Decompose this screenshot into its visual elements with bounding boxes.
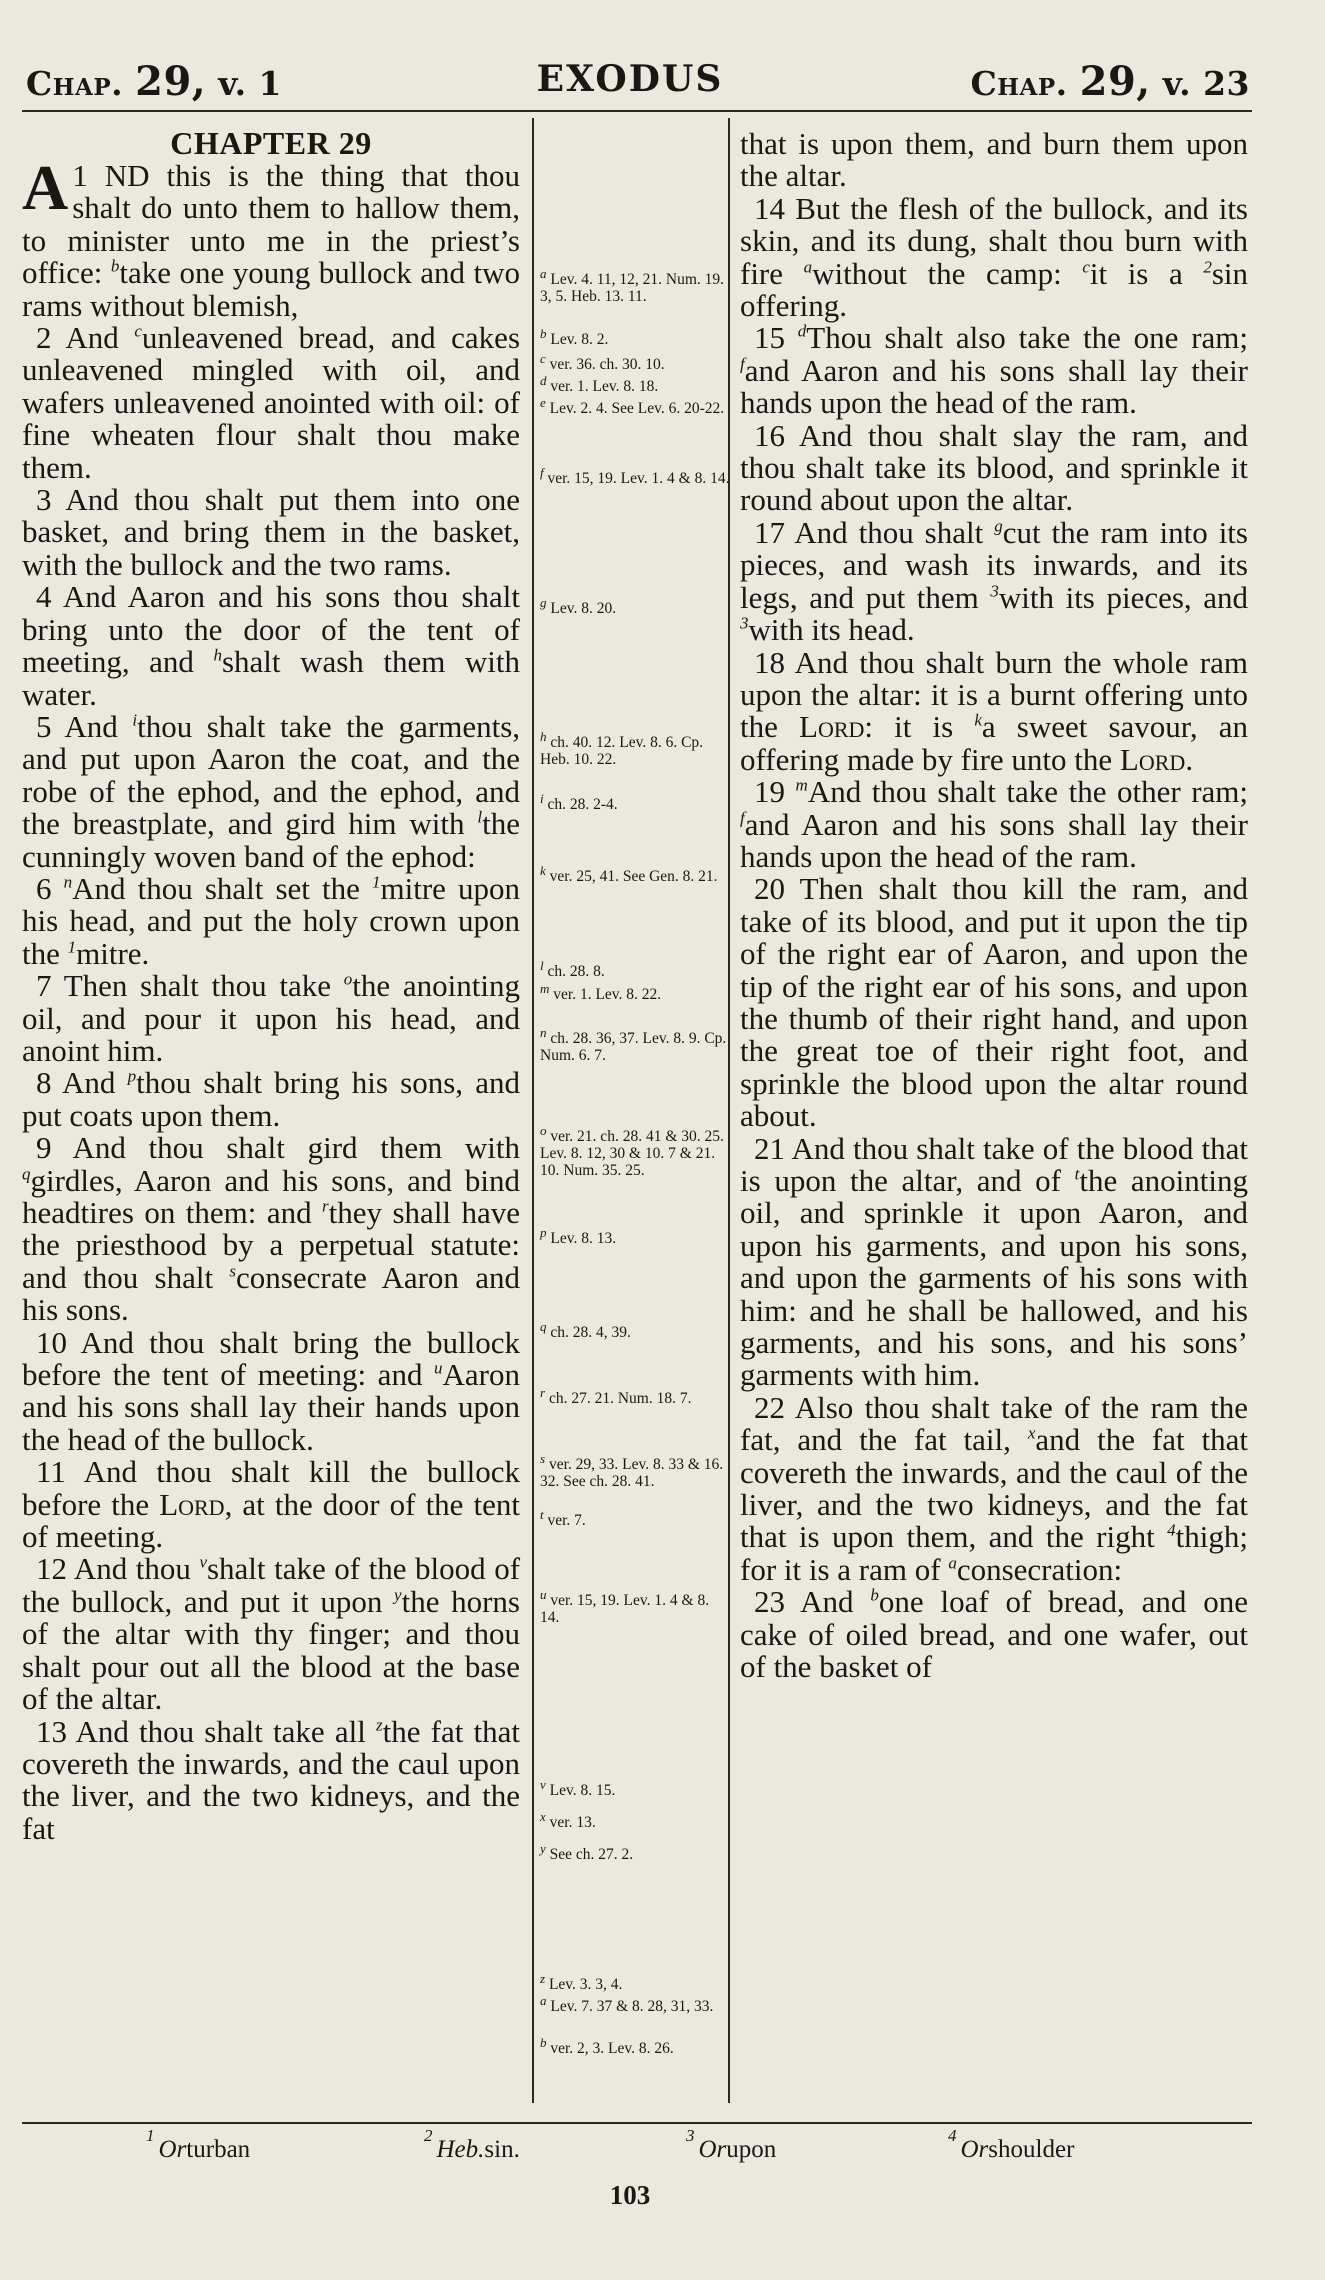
verse-8: 8 And $^p$thou shalt bring his sons, and put coats upon them. — [22, 1065, 520, 1133]
cross-ref: $^u$ ver. 15, 19. Lev. 1. 4 & 8. 14. — [540, 1586, 710, 1626]
page-number: 103 — [609, 2180, 651, 2210]
book-title: EXODUS — [536, 58, 724, 100]
cross-ref: $^q$ ch. 28. 4, 39. — [540, 1318, 631, 1341]
cross-ref: $^e$ Lev. 2. 4. See Lev. 6. 20-22. — [540, 394, 725, 417]
cross-ref: $^b$ Lev. 8. 2. — [540, 325, 609, 348]
verse-18: 18 And thou shalt burn the whole ram upon the altar: it is a burnt offering unto the Lord: it is $^k$a sweet savour, an offering made by fire unto the Lord. — [740, 644, 1249, 777]
column-divider-left — [532, 118, 534, 2103]
drop-cap: A — [22, 152, 69, 223]
verse-label: v. 1 — [218, 64, 283, 103]
verse-4: 4 And Aaron and his sons thou shalt bring unto the door of the tent of meeting, and $^h$shalt wash them with water. — [22, 579, 521, 712]
verse-14: 14 But the flesh of the bullock, and its skin, and its dung, shalt thou burn with fire $^a$without the camp: $^c$it is a $^2$sin offering. — [740, 190, 1249, 324]
verse-3: 3 And thou shalt put them into one basket, and bring them in the basket, with the bullock and the two rams. — [22, 482, 520, 582]
cross-ref: $^a$ Lev. 7. 37 & 8. 28, 31, 33. — [540, 1992, 714, 2015]
verse-21: 21 And thou shalt take of the blood that is upon the altar, and of $^t$the anointing oil, and sprinkle it upon Aaron, and upon his garments, and upon his sons, and upon the garments of his sons with him: and he shall be hallowed, and his garments, and his sons, and his sons’ garments with him. — [740, 1130, 1248, 1393]
chap-number: 29, — [135, 58, 207, 105]
left-column — [22, 126, 520, 1845]
verse-7: 7 Then shalt thou take $^o$the anointing oil, and pour it upon his head, and anoint him. — [22, 968, 520, 1068]
cross-ref: $^z$ Lev. 3. 3, 4. — [540, 1970, 623, 1993]
footnote: 2 Heb. sin. — [424, 2126, 520, 2163]
cross-ref: $^k$ ver. 25, 41. See Gen. 8. 21. — [540, 862, 718, 885]
cross-ref: $^x$ ver. 13. — [540, 1808, 596, 1831]
right-column — [740, 128, 1248, 1684]
chap-label: Chap. — [26, 64, 124, 103]
cross-ref: $^o$ ver. 21. ch. 28. 41 & 30. 25. Lev. 8. 12, 30 & 10. 7 & 21. 10. Num. 35. 25. — [540, 1122, 724, 1179]
cross-ref: $^f$ ver. 15, 19. Lev. 1. 4 & 8. 14. — [540, 464, 730, 487]
footnote: 3 Or upon — [686, 2126, 777, 2163]
cross-ref: $^p$ Lev. 8. 13. — [540, 1224, 617, 1247]
verse-13: 13 And thou shalt take all $^z$the fat that covereth the inwards, and the caul upon the liver, and the two kidneys, and the fat — [22, 1713, 520, 1846]
verse-6: 6 $^n$And thou shalt set the $^1$mitre upon his head, and put the holy crown upon the $^1$mitre. — [22, 870, 521, 971]
cross-ref: $^s$ ver. 29, 33. Lev. 8. 33 & 16. 32. See ch. 28. 41. — [540, 1450, 724, 1490]
verse-1: 1 A ND this is the thing that thou shalt do unto them to hallow them, to minister unto me in the priest’s office: $^b$take one young bullock and two rams without blemish, — [22, 152, 521, 323]
cross-ref: $^v$ Lev. 8. 15. — [540, 1776, 616, 1799]
cross-ref: $^g$ Lev. 8. 20. — [540, 594, 617, 617]
cross-ref: $^i$ ch. 28. 2-4. — [540, 790, 618, 813]
cross-ref: $^n$ ch. 28. 36, 37. Lev. 8. 9. Cp. Num. 6. 7. — [540, 1024, 727, 1064]
chapter-title: CHAPTER 29 — [170, 125, 372, 161]
verse-17: 17 And thou shalt $^g$cut the ram into its pieces, and wash its inwards, and its legs, and put them $^3$with its pieces, and $^3$with its head. — [740, 514, 1249, 648]
cross-ref: $^r$ ch. 27. 21. Num. 18. 7. — [540, 1384, 692, 1407]
cross-ref: $^l$ ch. 28. 8. — [540, 957, 605, 980]
verse-12: 12 And thou $^v$shalt take of the blood of the bullock, and put it upon $^y$the horns of the altar with thy finger; and thou shalt pour out all the blood at the base of the altar. — [22, 1551, 521, 1717]
cross-ref: $^y$ See ch. 27. 2. — [540, 1840, 634, 1863]
verse-22: 22 Also thou shalt take of the ram the fat, and the fat tail, $^x$and the fat that covereth the inwards, and the caul of the liver, and the two kidneys, and the fat that is upon them, and the right $^4$thigh; for it is a ram of $^a$consecration: — [740, 1389, 1249, 1587]
cross-ref: $^a$ Lev. 4. 11, 12, 21. Num. 19. 3, 5. Heb. 13. 11. — [540, 265, 725, 305]
verse-23: 23 And $^b$one loaf of bread, and one cake of oiled bread, and one wafer, out of the basket of — [740, 1584, 1249, 1685]
verse-label: v. 23 — [1162, 64, 1250, 103]
verse-20: 20 Then shalt thou kill the ram, and take of its blood, and put it upon the tip of the right ear of Aaron, and upon the tip of the right ear of his sons, and upon the thumb of their right hand, and upon the great toe of their right foot, and sprinkle the blood upon the altar round about. — [740, 871, 1248, 1134]
cross-ref: $^b$ ver. 2, 3. Lev. 8. 26. — [540, 2034, 674, 2057]
cross-ref: $^m$ ver. 1. Lev. 8. 22. — [540, 980, 662, 1003]
cross-ref: $^c$ ver. 36. ch. 30. 10. — [540, 350, 665, 373]
verse-19: 19 $^m$And thou shalt take the other ram; $^f$and Aaron and his sons shall lay their hands upon the head of the ram. — [740, 774, 1249, 874]
verse-15: 15 $^d$Thou shalt also take the one ram; $^f$and Aaron and his sons shall lay their hands upon the head of the ram. — [740, 320, 1249, 421]
footnote: 4 Or shoulder — [948, 2126, 1075, 2163]
chap-label: Chap. — [970, 64, 1068, 103]
verse-2: 2 And $^c$unleavened bread, and cakes unleavened mingled with oil, and wafers unleavened anointed with oil: of fine wheaten flour shalt thou make them. — [22, 320, 521, 485]
verse-9: 9 And thou shalt gird them with $^q$girdles, Aaron and his sons, and bind headtires on them: and $^r$they shall have the priesthood by a perpetual statute: and thou shalt $^s$consecrate Aaron and his sons. — [22, 1130, 521, 1328]
verse-number: 1 — [72, 158, 88, 193]
verse-5: 5 And $^i$thou shalt take the garments, and put upon Aaron the coat, and the robe of the ephod, and the ephod, and the breastplate, and gird him with $^l$the cunningly woven band of the ephod: — [22, 708, 521, 874]
footnote-rule — [22, 2122, 1252, 2124]
verse-11: 11 And thou shalt kill the bullock before the Lord, at the door of the tent of meeting. — [22, 1454, 520, 1555]
running-head-right — [971, 58, 1250, 105]
verse-16: 16 And thou shalt slay the ram, and thou shalt take its blood, and sprinkle it round about upon the altar. — [740, 417, 1249, 518]
cross-ref: $^t$ ver. 7. — [540, 1506, 586, 1529]
footnote: 1 Or turban — [146, 2126, 251, 2163]
verse-13-continued: that is upon them, and burn them upon the altar. — [740, 126, 1248, 194]
chap-number: 29, — [1079, 58, 1151, 105]
verse-10: 10 And thou shalt bring the bullock before the tent of meeting: and $^u$Aaron and his sons shall lay their hands upon the head of the bullock. — [22, 1324, 521, 1457]
cross-ref: $^d$ ver. 1. Lev. 8. 18. — [540, 372, 659, 395]
cross-ref: $^h$ ch. 40. 12. Lev. 8. 6. Cp. Heb. 10. 22. — [540, 728, 704, 768]
header-rule — [22, 110, 1252, 112]
